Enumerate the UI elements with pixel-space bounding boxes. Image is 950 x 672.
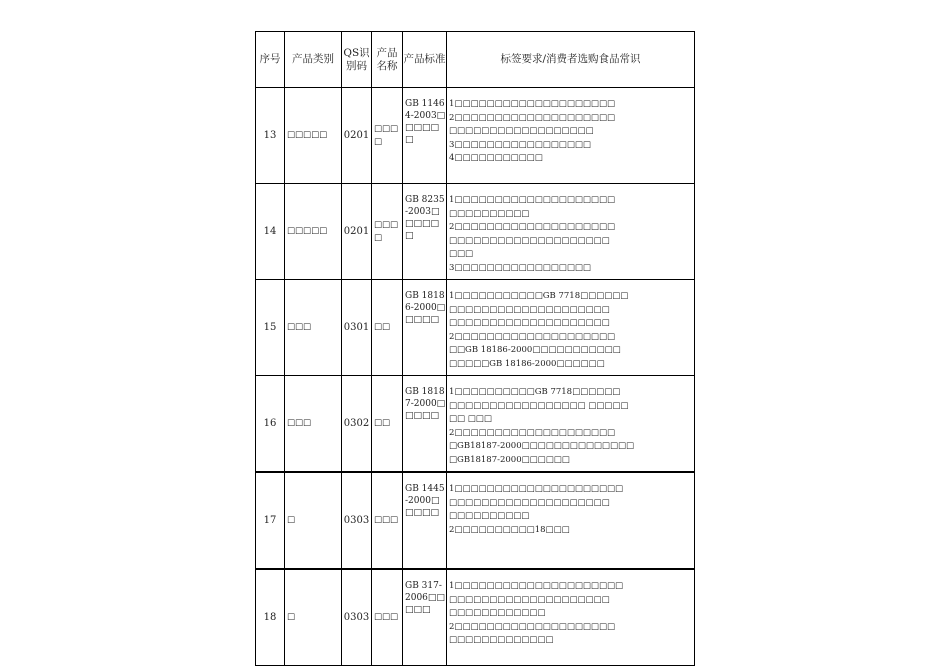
cell-category: □□□ bbox=[285, 376, 342, 473]
header-qs-code: QS识别码 bbox=[342, 32, 372, 88]
requirement-line: 1□□□□□□□□□□□□□□□□□□□□□ bbox=[449, 484, 624, 494]
cell-qs-code: 0303 bbox=[342, 569, 372, 666]
requirement-line: □GB18187-2000□□□□□□ bbox=[449, 454, 570, 465]
header-category: 产品类别 bbox=[285, 32, 342, 88]
requirement-line: 3□□□□□□□□□□□□□□□□□ bbox=[449, 139, 591, 150]
cell-category: □ bbox=[285, 569, 342, 666]
requirement-line: 1□□□□□□□□□□□□□□□□□□□□ bbox=[449, 195, 616, 205]
cell-standard: GB 1445-2000□□□□□ bbox=[403, 472, 447, 569]
cell-label-requirements bbox=[447, 472, 695, 569]
cell-standard: GB 11464-2003□□□□□□ bbox=[403, 88, 447, 184]
cell-product-name: □□□ bbox=[372, 569, 403, 666]
requirement-line: 2□□□□□□□□□□□□□□□□□□□□ bbox=[449, 621, 616, 632]
cell-index: 16 bbox=[256, 376, 285, 473]
cell-qs-code: 0301 bbox=[342, 280, 372, 376]
cell-label-requirements bbox=[447, 280, 695, 376]
cell-index: 14 bbox=[256, 184, 285, 280]
cell-product-name: □□□ bbox=[372, 472, 403, 569]
cell-product-name: □□□□ bbox=[372, 88, 403, 184]
requirement-line: □□□ bbox=[449, 249, 474, 259]
requirement-line: □□□□□□□□□□ bbox=[449, 511, 530, 521]
table-row bbox=[256, 88, 695, 184]
cell-standard: GB 18187-2000□□□□□ bbox=[403, 376, 447, 473]
requirement-line: □□□□□□□□□□□□□□□□□ □□□□□ bbox=[449, 400, 629, 411]
requirement-line: □□□□□□□□□□□□□□□□□□□□ bbox=[449, 304, 610, 315]
cell-category: □□□□□ bbox=[285, 88, 342, 184]
requirement-line: □□□□□□□□□□□□□□□□□□ bbox=[449, 126, 594, 136]
requirement-line: □□□□□□□□□□□□□□□□□□□□ bbox=[449, 318, 610, 328]
requirement-line: 1□□□□□□□□□□□□□□□□□□□□□ bbox=[449, 581, 624, 591]
table-row bbox=[256, 472, 695, 569]
cell-standard: GB 18186-2000□□□□□ bbox=[403, 280, 447, 376]
cell-product-name: □□ bbox=[372, 280, 403, 376]
header-label-requirements: 标签要求/消费者选购食品常识 bbox=[447, 32, 695, 88]
header-product-name: 产品名称 bbox=[372, 32, 403, 88]
cell-qs-code: 0303 bbox=[342, 472, 372, 569]
header-standard: 产品标准 bbox=[403, 32, 447, 88]
cell-product-name: □□□□ bbox=[372, 184, 403, 280]
requirement-line: □□□□□□□□□□□□□□□□□□□□ bbox=[449, 594, 610, 605]
cell-qs-code: 0302 bbox=[342, 376, 372, 473]
requirement-line: 1□□□□□□□□□□GB 7718□□□□□□ bbox=[449, 387, 621, 397]
requirement-line: 2□□□□□□□□□□□□□□□□□□□□ bbox=[449, 112, 616, 123]
requirement-line: 1□□□□□□□□□□□GB 7718□□□□□□ bbox=[449, 291, 629, 301]
requirement-line: 2□□□□□□□□□□18□□□ bbox=[449, 524, 570, 535]
cell-label-requirements bbox=[447, 376, 695, 473]
table-row bbox=[256, 184, 695, 280]
cell-index: 15 bbox=[256, 280, 285, 376]
cell-index: 17 bbox=[256, 472, 285, 569]
cell-standard: GB 317-2006□□□□□ bbox=[403, 569, 447, 666]
table-row bbox=[256, 376, 695, 473]
cell-qs-code: 0201 bbox=[342, 184, 372, 280]
cell-product-name: □□ bbox=[372, 376, 403, 473]
cell-standard: GB 8235-2003□□□□□□ bbox=[403, 184, 447, 280]
table-body bbox=[256, 88, 695, 666]
cell-label-requirements bbox=[447, 569, 695, 666]
requirement-line: 3□□□□□□□□□□□□□□□□□ bbox=[449, 262, 591, 273]
cell-qs-code: 0201 bbox=[342, 88, 372, 184]
header-row bbox=[256, 32, 695, 88]
requirement-line: 1□□□□□□□□□□□□□□□□□□□□ bbox=[449, 99, 616, 109]
requirement-line: □□ □□□ bbox=[449, 414, 492, 424]
cell-category: □ bbox=[285, 472, 342, 569]
cell-index: 18 bbox=[256, 569, 285, 666]
cell-label-requirements bbox=[447, 184, 695, 280]
requirement-line: □□□□□GB 18186-2000□□□□□□ bbox=[449, 358, 605, 369]
cell-category: □□□ bbox=[285, 280, 342, 376]
requirement-line: 4□□□□□□□□□□□ bbox=[449, 153, 543, 163]
requirement-line: □□GB 18186-2000□□□□□□□□□□□ bbox=[449, 345, 621, 355]
table-row bbox=[256, 280, 695, 376]
requirement-line: 2□□□□□□□□□□□□□□□□□□□□ bbox=[449, 222, 616, 232]
requirement-line: □□□□□□□□□□□□□ bbox=[449, 635, 554, 645]
cell-index: 13 bbox=[256, 88, 285, 184]
requirement-line: □□□□□□□□□□□□□□□□□□□□ bbox=[449, 235, 610, 246]
requirement-line: □GB18187-2000□□□□□□□□□□□□□□ bbox=[449, 441, 635, 451]
requirement-line: 2□□□□□□□□□□□□□□□□□□□□ bbox=[449, 427, 616, 438]
header-index: 序号 bbox=[256, 32, 285, 88]
cell-category: □□□□□ bbox=[285, 184, 342, 280]
requirement-line: □□□□□□□□□□□□□□□□□□□□ bbox=[449, 497, 610, 508]
cell-label-requirements bbox=[447, 88, 695, 184]
standards-table-sheet bbox=[255, 31, 694, 666]
standards-table bbox=[255, 31, 695, 666]
table-row bbox=[256, 569, 695, 666]
requirement-line: □□□□□□□□□□□□ bbox=[449, 608, 546, 618]
requirement-line: 2□□□□□□□□□□□□□□□□□□□□ bbox=[449, 331, 616, 342]
requirement-line: □□□□□□□□□□ bbox=[449, 208, 530, 219]
